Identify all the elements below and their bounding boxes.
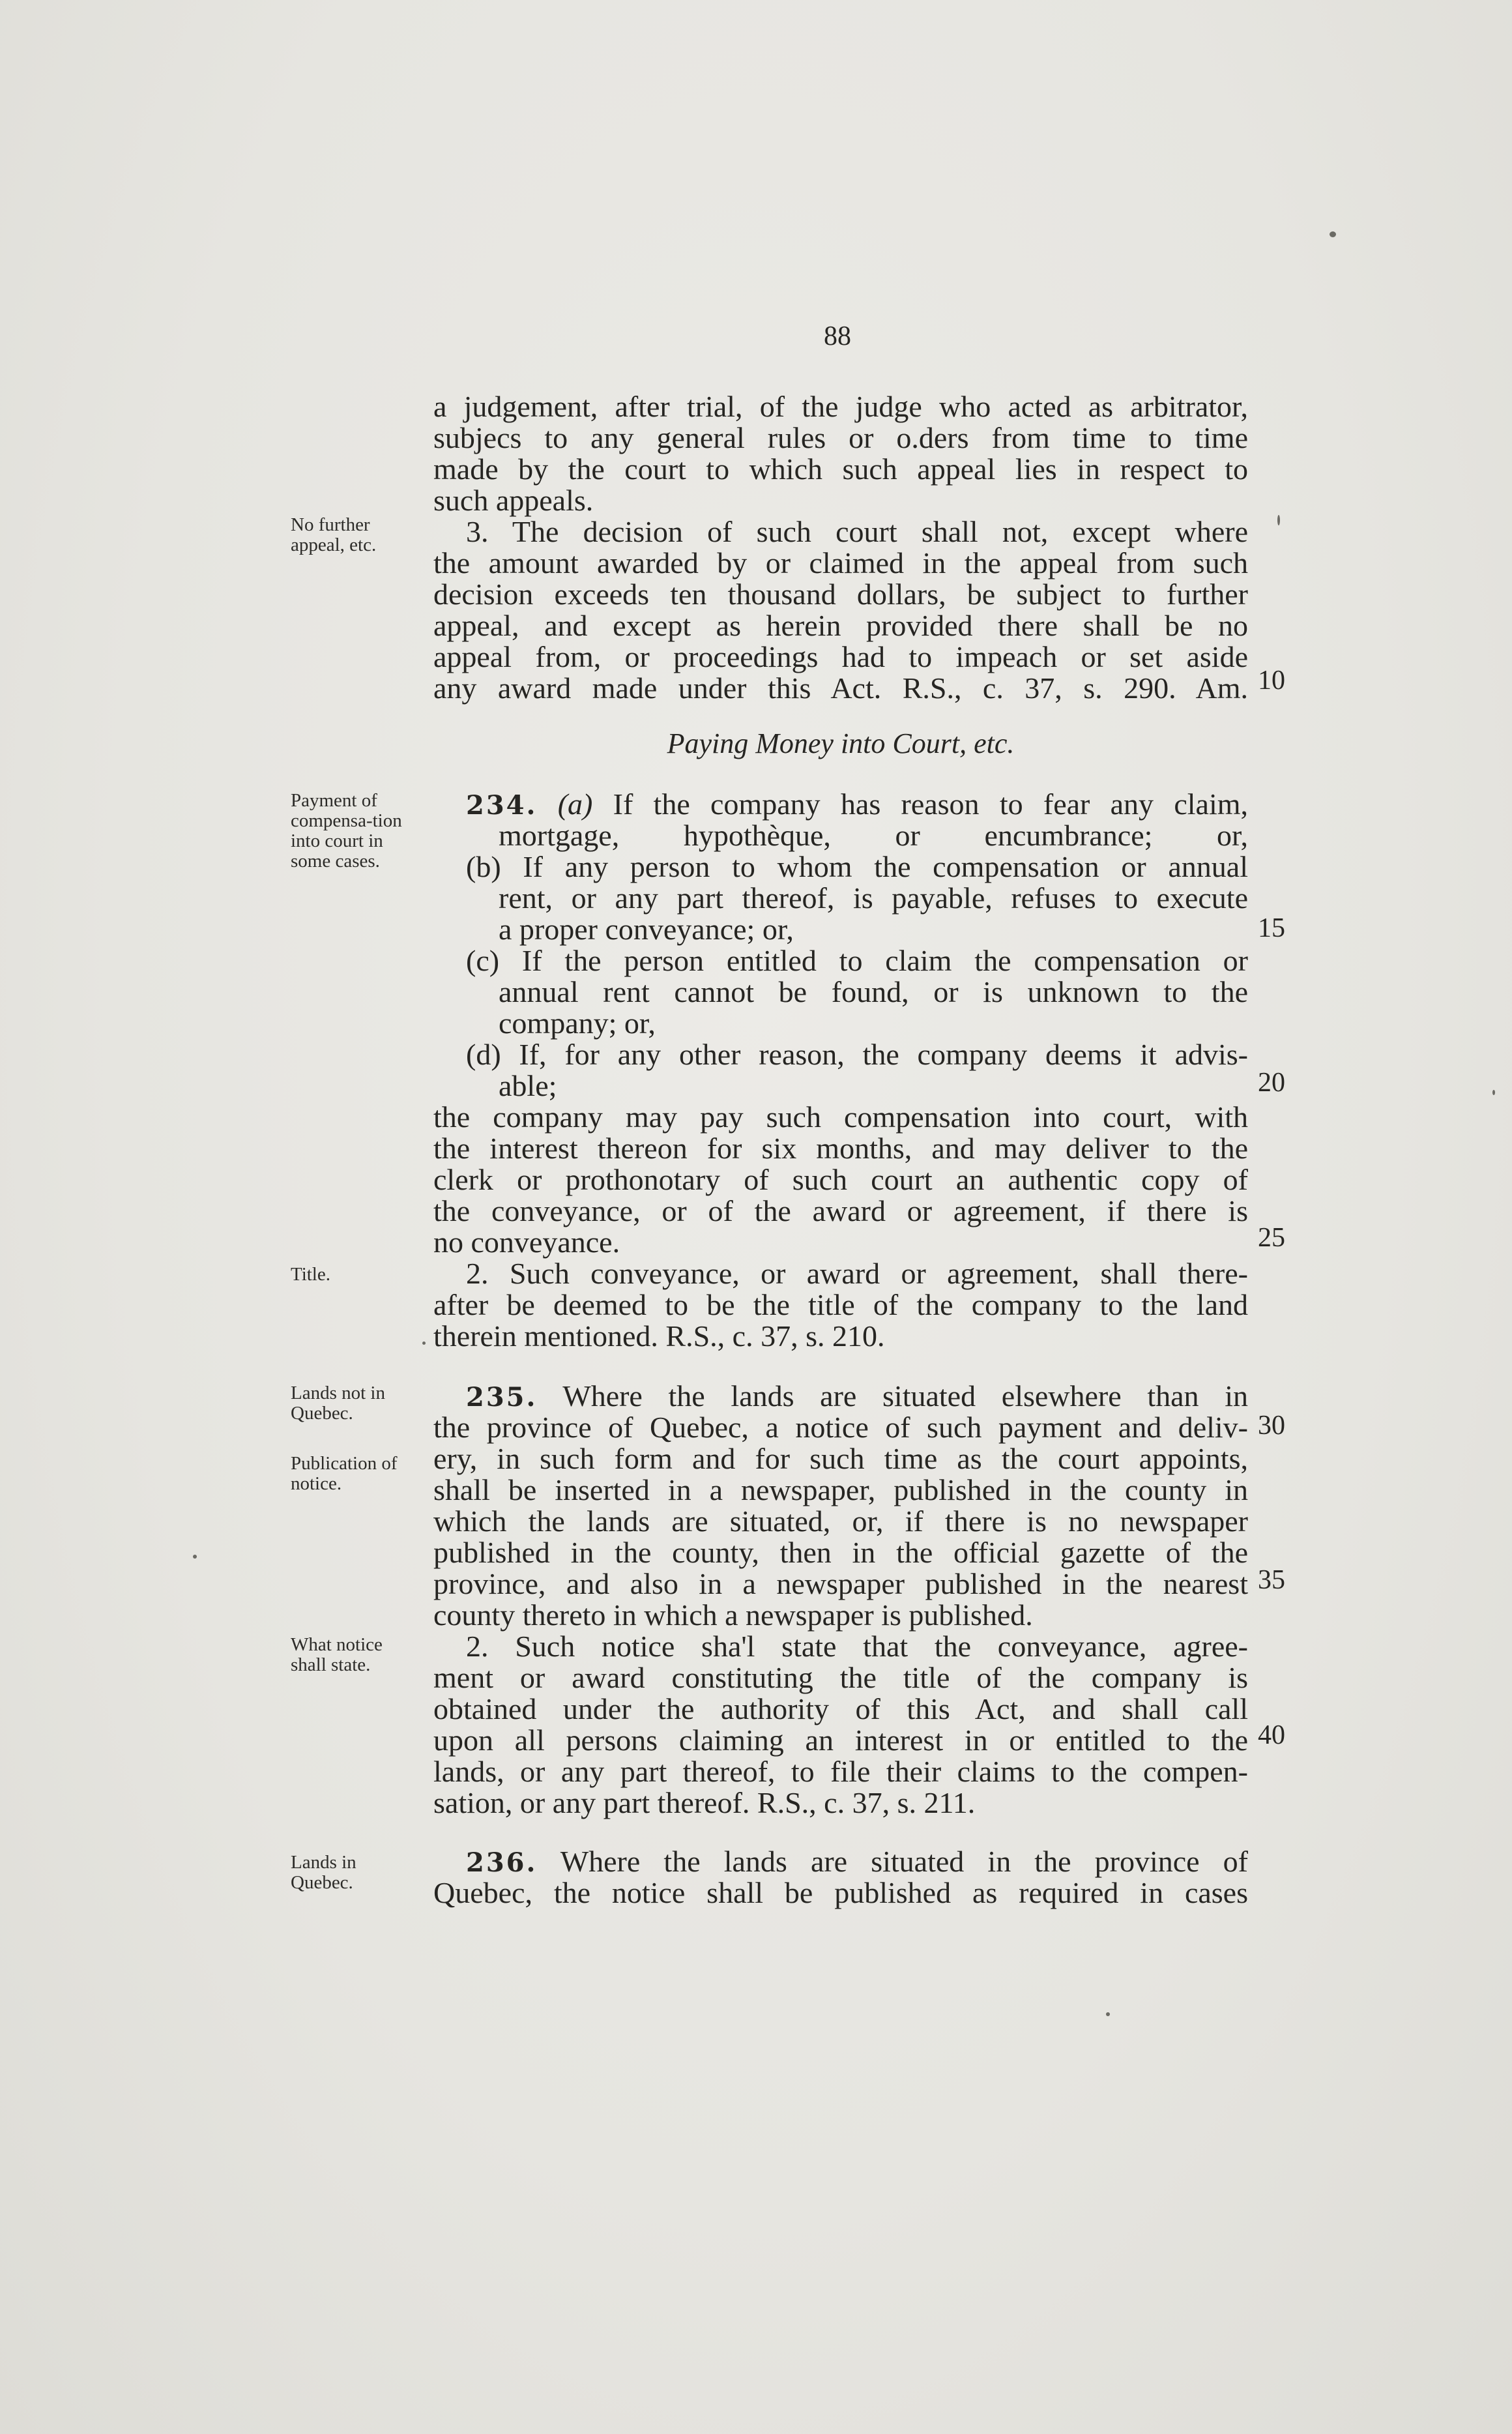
text-line: Where the lands are situated in the province of bbox=[560, 1845, 1248, 1878]
text-line: rent, or any part thereof, is payable, refuses to execute bbox=[499, 881, 1248, 915]
text-line: the amount awarded by or claimed in the appeal from such bbox=[433, 546, 1248, 579]
text-line: sation, or any part thereof. R.S., c. 37, s. 211. bbox=[433, 1786, 976, 1819]
paper-speck bbox=[1330, 231, 1336, 237]
line-number: 10 bbox=[1258, 666, 1285, 696]
section-number: 234. bbox=[466, 790, 538, 821]
line-number: 30 bbox=[1258, 1411, 1285, 1441]
text-line: province, and also in a newspaper published in the nearest bbox=[433, 1567, 1248, 1600]
text-line: shall be inserted in a newspaper, published in the county in bbox=[433, 1473, 1248, 1506]
margin-note: No further appeal, etc. bbox=[291, 514, 377, 555]
page-number: 88 bbox=[824, 321, 851, 351]
paper-speck bbox=[193, 1555, 197, 1559]
text-line: (c) If the person entitled to claim the compensation or bbox=[466, 944, 1248, 977]
text-line: a judgement, after trial, of the judge who acted as arbitrator, bbox=[433, 390, 1248, 423]
line-number: 15 bbox=[1258, 913, 1285, 943]
text-line: ment or award constituting the title of the company is bbox=[433, 1661, 1248, 1694]
paper-speck bbox=[1492, 1090, 1495, 1095]
text-line: a proper conveyance; or, bbox=[499, 913, 794, 946]
section-236-first-line bbox=[466, 1846, 1248, 1879]
section-234-first-line bbox=[466, 789, 1248, 821]
text-line: (b) If any person to whom the compensation or annual bbox=[466, 850, 1248, 883]
text-line: after be deemed to be the title of the company to the land bbox=[433, 1288, 1248, 1321]
text-line: the interest thereon for six months, and may deliver to the bbox=[433, 1132, 1248, 1165]
text-line: the province of Quebec, a notice of such payment and deliv- bbox=[433, 1411, 1248, 1444]
line-number: 20 bbox=[1258, 1068, 1285, 1098]
text-line: appeal from, or proceedings had to impeach or set aside bbox=[433, 640, 1248, 673]
text-line: which the lands are situated, or, if there is no newspaper bbox=[433, 1504, 1248, 1538]
text-line: ery, in such form and for such time as the court appoints, bbox=[433, 1442, 1248, 1475]
line-number: 40 bbox=[1258, 1720, 1285, 1750]
paper-speck bbox=[422, 1342, 426, 1345]
line-number: 35 bbox=[1258, 1565, 1285, 1595]
text-line: clerk or prothonotary of such court an authentic copy of bbox=[433, 1163, 1248, 1196]
text-line: therein mentioned. R.S., c. 37, s. 210. bbox=[433, 1319, 885, 1353]
text-line: Where the lands are situated elsewhere than in bbox=[562, 1379, 1248, 1413]
text-line: appeal, and except as herein provided there shall be no bbox=[433, 609, 1248, 642]
margin-note: Payment of compensa-tion into court in some cases. bbox=[291, 790, 402, 872]
text-line: mortgage, hypothèque, or encumbrance; or, bbox=[499, 819, 1248, 852]
margin-note: Publication of notice. bbox=[291, 1453, 398, 1494]
text-line: upon all persons claiming an interest in or entitled to the bbox=[433, 1723, 1248, 1757]
text-line: annual rent cannot be found, or is unknown to the bbox=[499, 975, 1248, 1008]
section-heading: Paying Money into Court, etc. bbox=[667, 727, 1015, 759]
text-line: the conveyance, or of the award or agreement, if there is bbox=[433, 1194, 1248, 1227]
text-line: county thereto in which a newspaper is published. bbox=[433, 1598, 1033, 1632]
text-line: subjecs to any general rules or o.ders from time to time bbox=[433, 421, 1248, 454]
paper-speck bbox=[1106, 2012, 1110, 2016]
text-line: any award made under this Act. R.S., c. 37, s. 290. Am. bbox=[433, 671, 1248, 705]
text-line: made by the court to which such appeal lies in respect to bbox=[433, 452, 1248, 486]
text-line: no conveyance. bbox=[433, 1225, 620, 1259]
text-line: the company may pay such compensation into court, with bbox=[433, 1100, 1248, 1134]
margin-note: Lands in Quebec. bbox=[291, 1852, 356, 1893]
section-number: 236. bbox=[466, 1847, 538, 1878]
margin-note: Lands not in Quebec. bbox=[291, 1383, 385, 1424]
text-line: Quebec, the notice shall be published as required in cases bbox=[433, 1876, 1248, 1909]
clause-label: (a) bbox=[557, 787, 593, 821]
text-line: If the company has reason to fear any claim, bbox=[613, 787, 1249, 821]
section-235-first-line bbox=[466, 1381, 1248, 1413]
text-line: such appeals. bbox=[433, 484, 594, 517]
text-line: 2. Such conveyance, or award or agreement, shall there- bbox=[466, 1257, 1248, 1290]
text-line: decision exceeds ten thousand dollars, be subject to further bbox=[433, 578, 1248, 611]
text-line: 3. The decision of such court shall not, except where bbox=[466, 515, 1248, 548]
text-line: published in the county, then in the official gazette of the bbox=[433, 1536, 1248, 1569]
text-line: 2. Such notice sha'l state that the conveyance, agree- bbox=[466, 1630, 1248, 1663]
text-line: able; bbox=[499, 1069, 557, 1102]
margin-note: What notice shall state. bbox=[291, 1634, 383, 1675]
line-number: 25 bbox=[1258, 1223, 1285, 1253]
text-line: lands, or any part thereof, to file their claims to the compen- bbox=[433, 1755, 1248, 1788]
section-number: 235. bbox=[466, 1382, 538, 1413]
margin-note: Title. bbox=[291, 1264, 330, 1285]
text-line: obtained under the authority of this Act, and shall call bbox=[433, 1692, 1248, 1725]
paper-speck bbox=[1277, 515, 1280, 525]
text-line: (d) If, for any other reason, the company deems it advis- bbox=[466, 1038, 1248, 1071]
text-line: company; or, bbox=[499, 1006, 656, 1040]
